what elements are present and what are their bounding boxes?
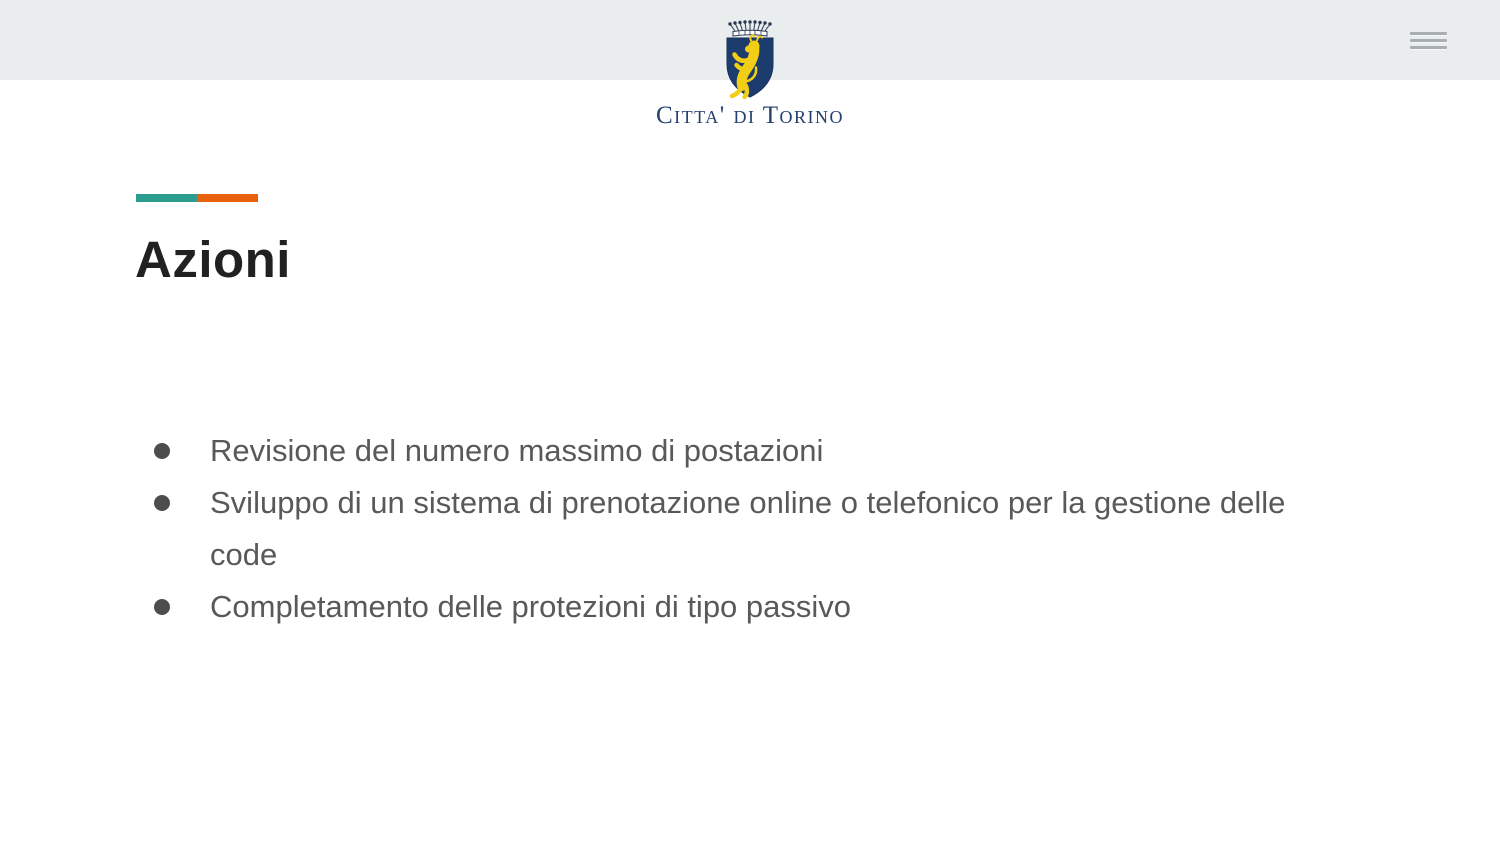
torino-coat-of-arms-icon — [702, 20, 798, 100]
bullet-item: Completamento delle protezioni di tipo passivo — [136, 581, 1360, 633]
bullet-list — [136, 425, 1360, 633]
slide-title: Azioni — [135, 231, 291, 288]
title-accent-bar — [136, 194, 258, 202]
citta-di-torino-logo — [640, 20, 860, 130]
bullet-item: Revisione del numero massimo di postazioni — [136, 425, 1360, 477]
menu-icon-line — [1410, 46, 1447, 49]
menu-icon[interactable] — [1410, 32, 1447, 49]
menu-icon-line — [1410, 39, 1447, 42]
accent-teal-segment — [136, 194, 197, 202]
menu-icon-line — [1410, 32, 1447, 35]
accent-orange-segment — [197, 194, 258, 202]
bullet-item: Sviluppo di un sistema di prenotazione online o telefonico per la gestione delle code — [136, 477, 1360, 581]
logo-caption: Citta' di Torino — [655, 102, 845, 129]
